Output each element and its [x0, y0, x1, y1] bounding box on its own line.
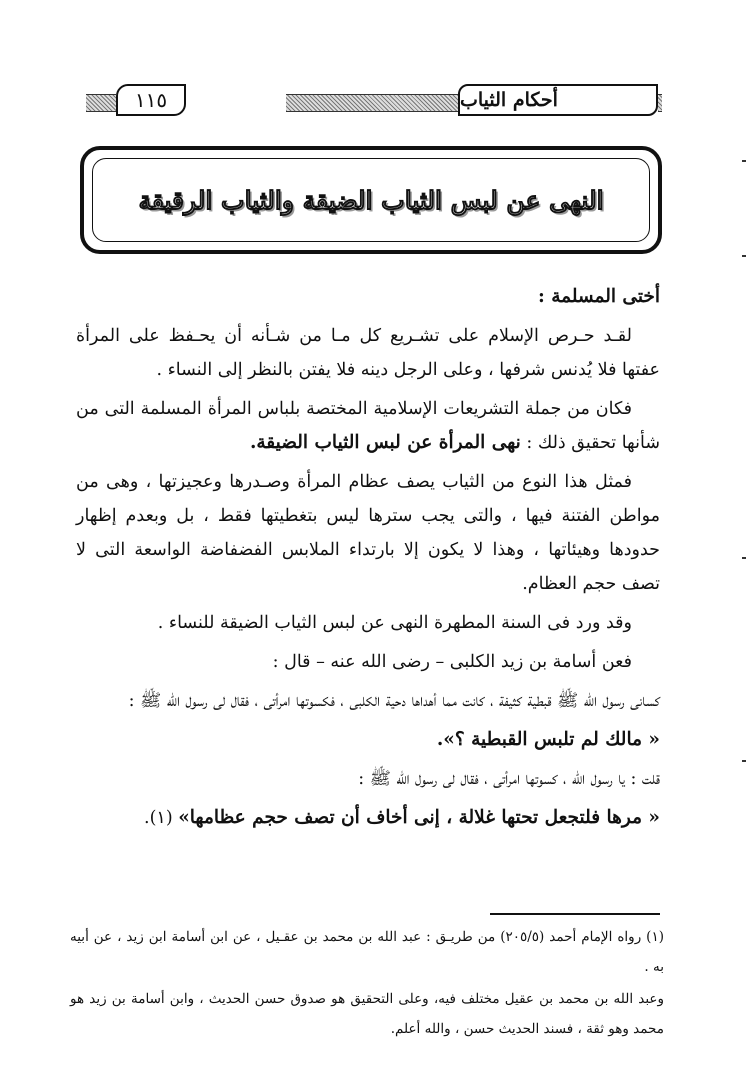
- footnote-reference: (١).: [144, 808, 179, 828]
- greeting: أختى المسلمة :: [537, 286, 660, 307]
- page-number: ١١٥: [116, 84, 186, 116]
- paragraph-2-emphasis: نهى المرأة عن لبس الثياب الضيقة.: [249, 432, 521, 453]
- header-decorative-band-left: [86, 94, 116, 112]
- section-title: النهى عن لبس الثياب الضيقة والثياب الرقيقة: [138, 185, 604, 215]
- paragraph-3: فمثل هذا النوع من الثياب يصف عظام المرأة وصـدرها وعجيزتها ، وهى من مواطن الفتنة فيها ، والتى يجب سترها ليس بتغطيتها فقط ، بل وبعدم إظهار حدودها وهيئاتها ، وهذا لا يكون إلا بارتداء الملابس الفضفاضة الواسعة التى لا تصف حجم العظام.: [76, 472, 660, 594]
- paragraph-2: [76, 392, 660, 460]
- hadith-quote-1: « مالك لم تلبس القبطية ؟».: [436, 729, 660, 750]
- header-decorative-band-right: [286, 94, 458, 112]
- footnote-1-note: وعبد الله بن محمد بن عقيل مختلف فيه، وعلى التحقيق هو صدوق حسن الحديث ، وابن أسامة بن زيد هو محمد وهو ثقة ، فسند الحديث حسن ، والله أعلم.: [70, 991, 664, 1037]
- footnote-divider: [490, 913, 660, 915]
- hadith-text: كسانى رسول الله ﷺ قبطية كثيفة ، كانت مما أهداها دحية الكلبى ، فكسوتها امرأتى ، فقال لى رسول الله ﷺ :: [128, 691, 660, 711]
- paragraph-2-text: فكان من جملة التشريعات الإسلامية المختصة بلباس المرأة المسلمة التى من شأنها تحقيق ذلك :: [76, 399, 660, 453]
- section-title-frame: [80, 146, 662, 254]
- paragraph-4: وقد ورد فى السنة المطهرة النهى عن لبس الثياب الضيقة للنساء .: [157, 613, 632, 633]
- paragraph-1: لقـد حـرص الإسلام على تشـريع كل مـا من شـأنه أن يحـفظ على المرأة عفتها فلا يُدنس شرفها ، وعلى الرجل دينه فلا يفتن بالنظر إلى النساء .: [76, 326, 660, 380]
- header-decorative-band-far-right: [658, 94, 662, 112]
- footnote-1: (١) رواه الإمام أحمد (٢٠٥/٥) من طريـق : عبد الله بن محمد بن عقـيل ، عن ابن أسامة ابن زيد ، عن أبيه به .: [70, 929, 664, 975]
- main-text: [76, 280, 660, 840]
- edge-mark: [742, 557, 746, 559]
- hadith-quote-2: « مرها فلتجعل تحتها غلالة ، إنى أخاف أن تصف حجم عظامها»: [178, 807, 660, 828]
- paragraph-reply: قلت : يا رسول الله ، كسوتها امرأتى ، فقال لى رسول الله ﷺ :: [358, 769, 660, 789]
- footnotes: [70, 922, 664, 1046]
- running-title: أحكام الثياب: [458, 84, 658, 116]
- paragraph-5: فعن أسامة بن زيد الكلبى – رضى الله عنه – قال :: [272, 652, 632, 672]
- hadith-quote-2-line: [76, 801, 660, 835]
- section-title-inner-frame: [92, 158, 650, 242]
- edge-mark: [742, 255, 746, 257]
- edge-mark: [742, 160, 746, 162]
- page-header: [86, 84, 658, 118]
- edge-mark: [742, 760, 746, 762]
